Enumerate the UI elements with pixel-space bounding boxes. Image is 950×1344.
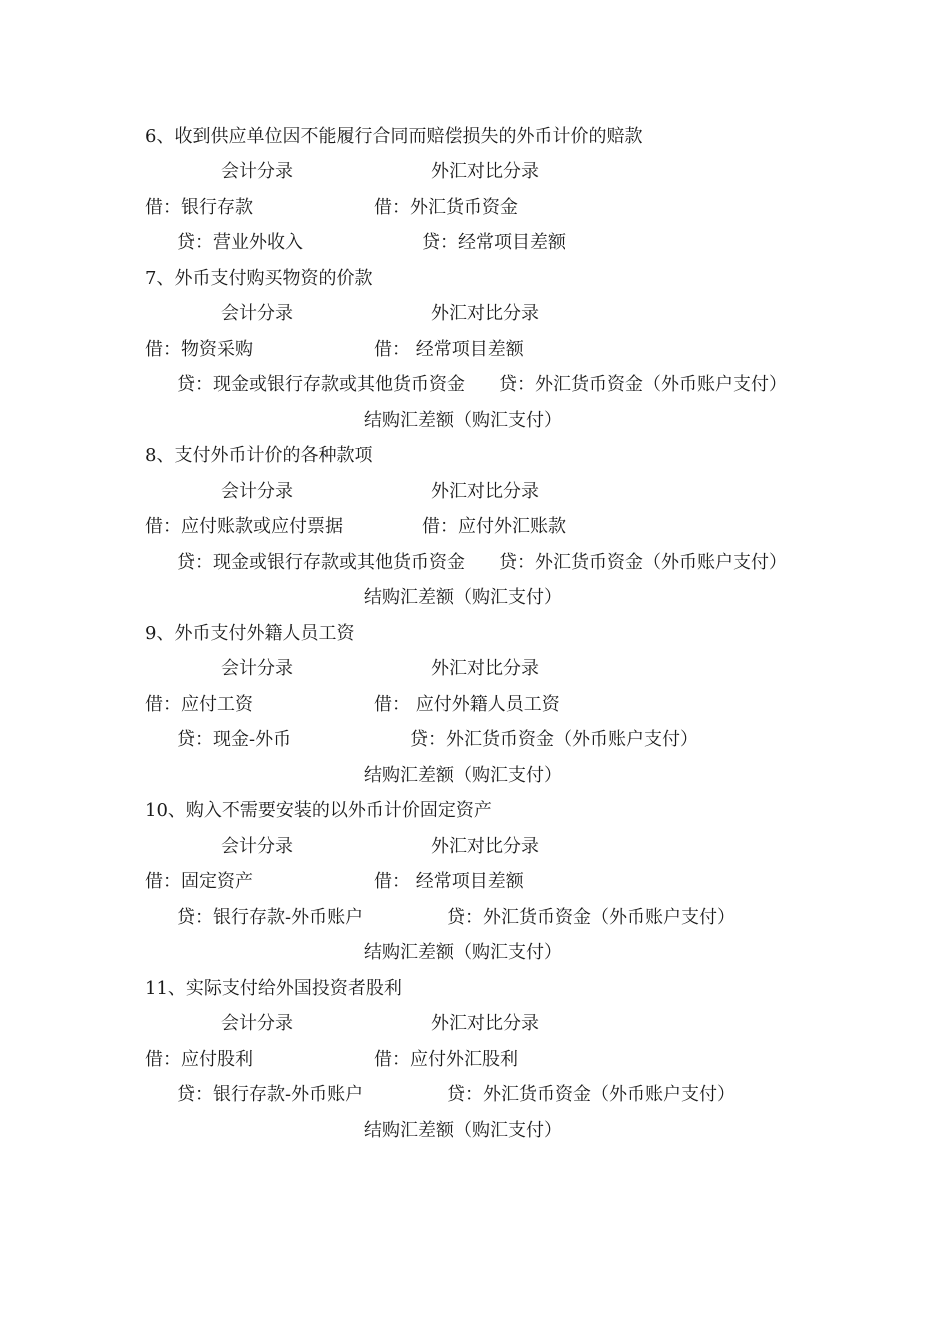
credit-entry-accounting: 贷：现金-外币 — [177, 729, 292, 750]
debit-entry-fx: 借： 经常项目差额 — [374, 871, 524, 892]
credit-entry-accounting: 贷：银行存款-外币账户 — [177, 907, 364, 928]
section-heading: 11、实际支付给外国投资者股利 — [145, 978, 402, 999]
debit-entry-accounting: 借：固定资产 — [145, 871, 253, 892]
debit-entry-fx: 借： 应付外籍人员工资 — [374, 694, 560, 715]
credit-entry-accounting: 贷：营业外收入 — [177, 232, 303, 253]
column-label-fx-comparison: 外汇对比分录 — [431, 1013, 539, 1034]
column-label-fx-comparison: 外汇对比分录 — [431, 658, 539, 679]
credit-entry-fx-alt: 结购汇差额（购汇支付） — [364, 765, 562, 786]
credit-entry-fx-alt: 结购汇差额（购汇支付） — [364, 587, 562, 608]
credit-entry-fx-alt: 结购汇差额（购汇支付） — [364, 410, 562, 431]
debit-entry-fx: 借：应付外汇股利 — [374, 1049, 518, 1070]
credit-entry-accounting: 贷：现金或银行存款或其他货币资金 — [177, 552, 465, 573]
section-heading: 8、支付外币计价的各种款项 — [145, 445, 373, 466]
credit-entry-fx: 贷：外汇货币资金（外币账户支付） — [499, 374, 787, 395]
section-heading: 7、外币支付购买物资的价款 — [145, 268, 373, 289]
debit-entry-accounting: 借：银行存款 — [145, 197, 253, 218]
column-label-fx-comparison: 外汇对比分录 — [431, 303, 539, 324]
column-label-accounting: 会计分录 — [221, 836, 293, 857]
section-heading: 9、外币支付外籍人员工资 — [145, 623, 355, 644]
credit-entry-accounting: 贷：现金或银行存款或其他货币资金 — [177, 374, 465, 395]
credit-entry-fx: 贷：外汇货币资金（外币账户支付） — [410, 729, 698, 750]
section-heading: 6、收到供应单位因不能履行合同而赔偿损失的外币计价的赔款 — [145, 126, 643, 147]
debit-entry-fx: 借： 经常项目差额 — [374, 339, 524, 360]
credit-entry-fx: 贷：外汇货币资金（外币账户支付） — [499, 552, 787, 573]
column-label-fx-comparison: 外汇对比分录 — [431, 481, 539, 502]
debit-entry-accounting: 借：应付账款或应付票据 — [145, 516, 343, 537]
credit-entry-accounting: 贷：银行存款-外币账户 — [177, 1084, 364, 1105]
column-label-accounting: 会计分录 — [221, 303, 293, 324]
debit-entry-fx: 借：外汇货币资金 — [374, 197, 518, 218]
column-label-accounting: 会计分录 — [221, 1013, 293, 1034]
credit-entry-fx-alt: 结购汇差额（购汇支付） — [364, 942, 562, 963]
column-label-accounting: 会计分录 — [221, 161, 293, 182]
debit-entry-accounting: 借：应付股利 — [145, 1049, 253, 1070]
credit-entry-fx: 贷：外汇货币资金（外币账户支付） — [447, 907, 735, 928]
debit-entry-fx: 借：应付外汇账款 — [422, 516, 566, 537]
credit-entry-fx: 贷：经常项目差额 — [422, 232, 566, 253]
column-label-accounting: 会计分录 — [221, 658, 293, 679]
column-label-fx-comparison: 外汇对比分录 — [431, 161, 539, 182]
debit-entry-accounting: 借：应付工资 — [145, 694, 253, 715]
credit-entry-fx: 贷：外汇货币资金（外币账户支付） — [447, 1084, 735, 1105]
debit-entry-accounting: 借：物资采购 — [145, 339, 253, 360]
column-label-accounting: 会计分录 — [221, 481, 293, 502]
column-label-fx-comparison: 外汇对比分录 — [431, 836, 539, 857]
credit-entry-fx-alt: 结购汇差额（购汇支付） — [364, 1120, 562, 1141]
section-heading: 10、购入不需要安装的以外币计价固定资产 — [145, 800, 492, 821]
